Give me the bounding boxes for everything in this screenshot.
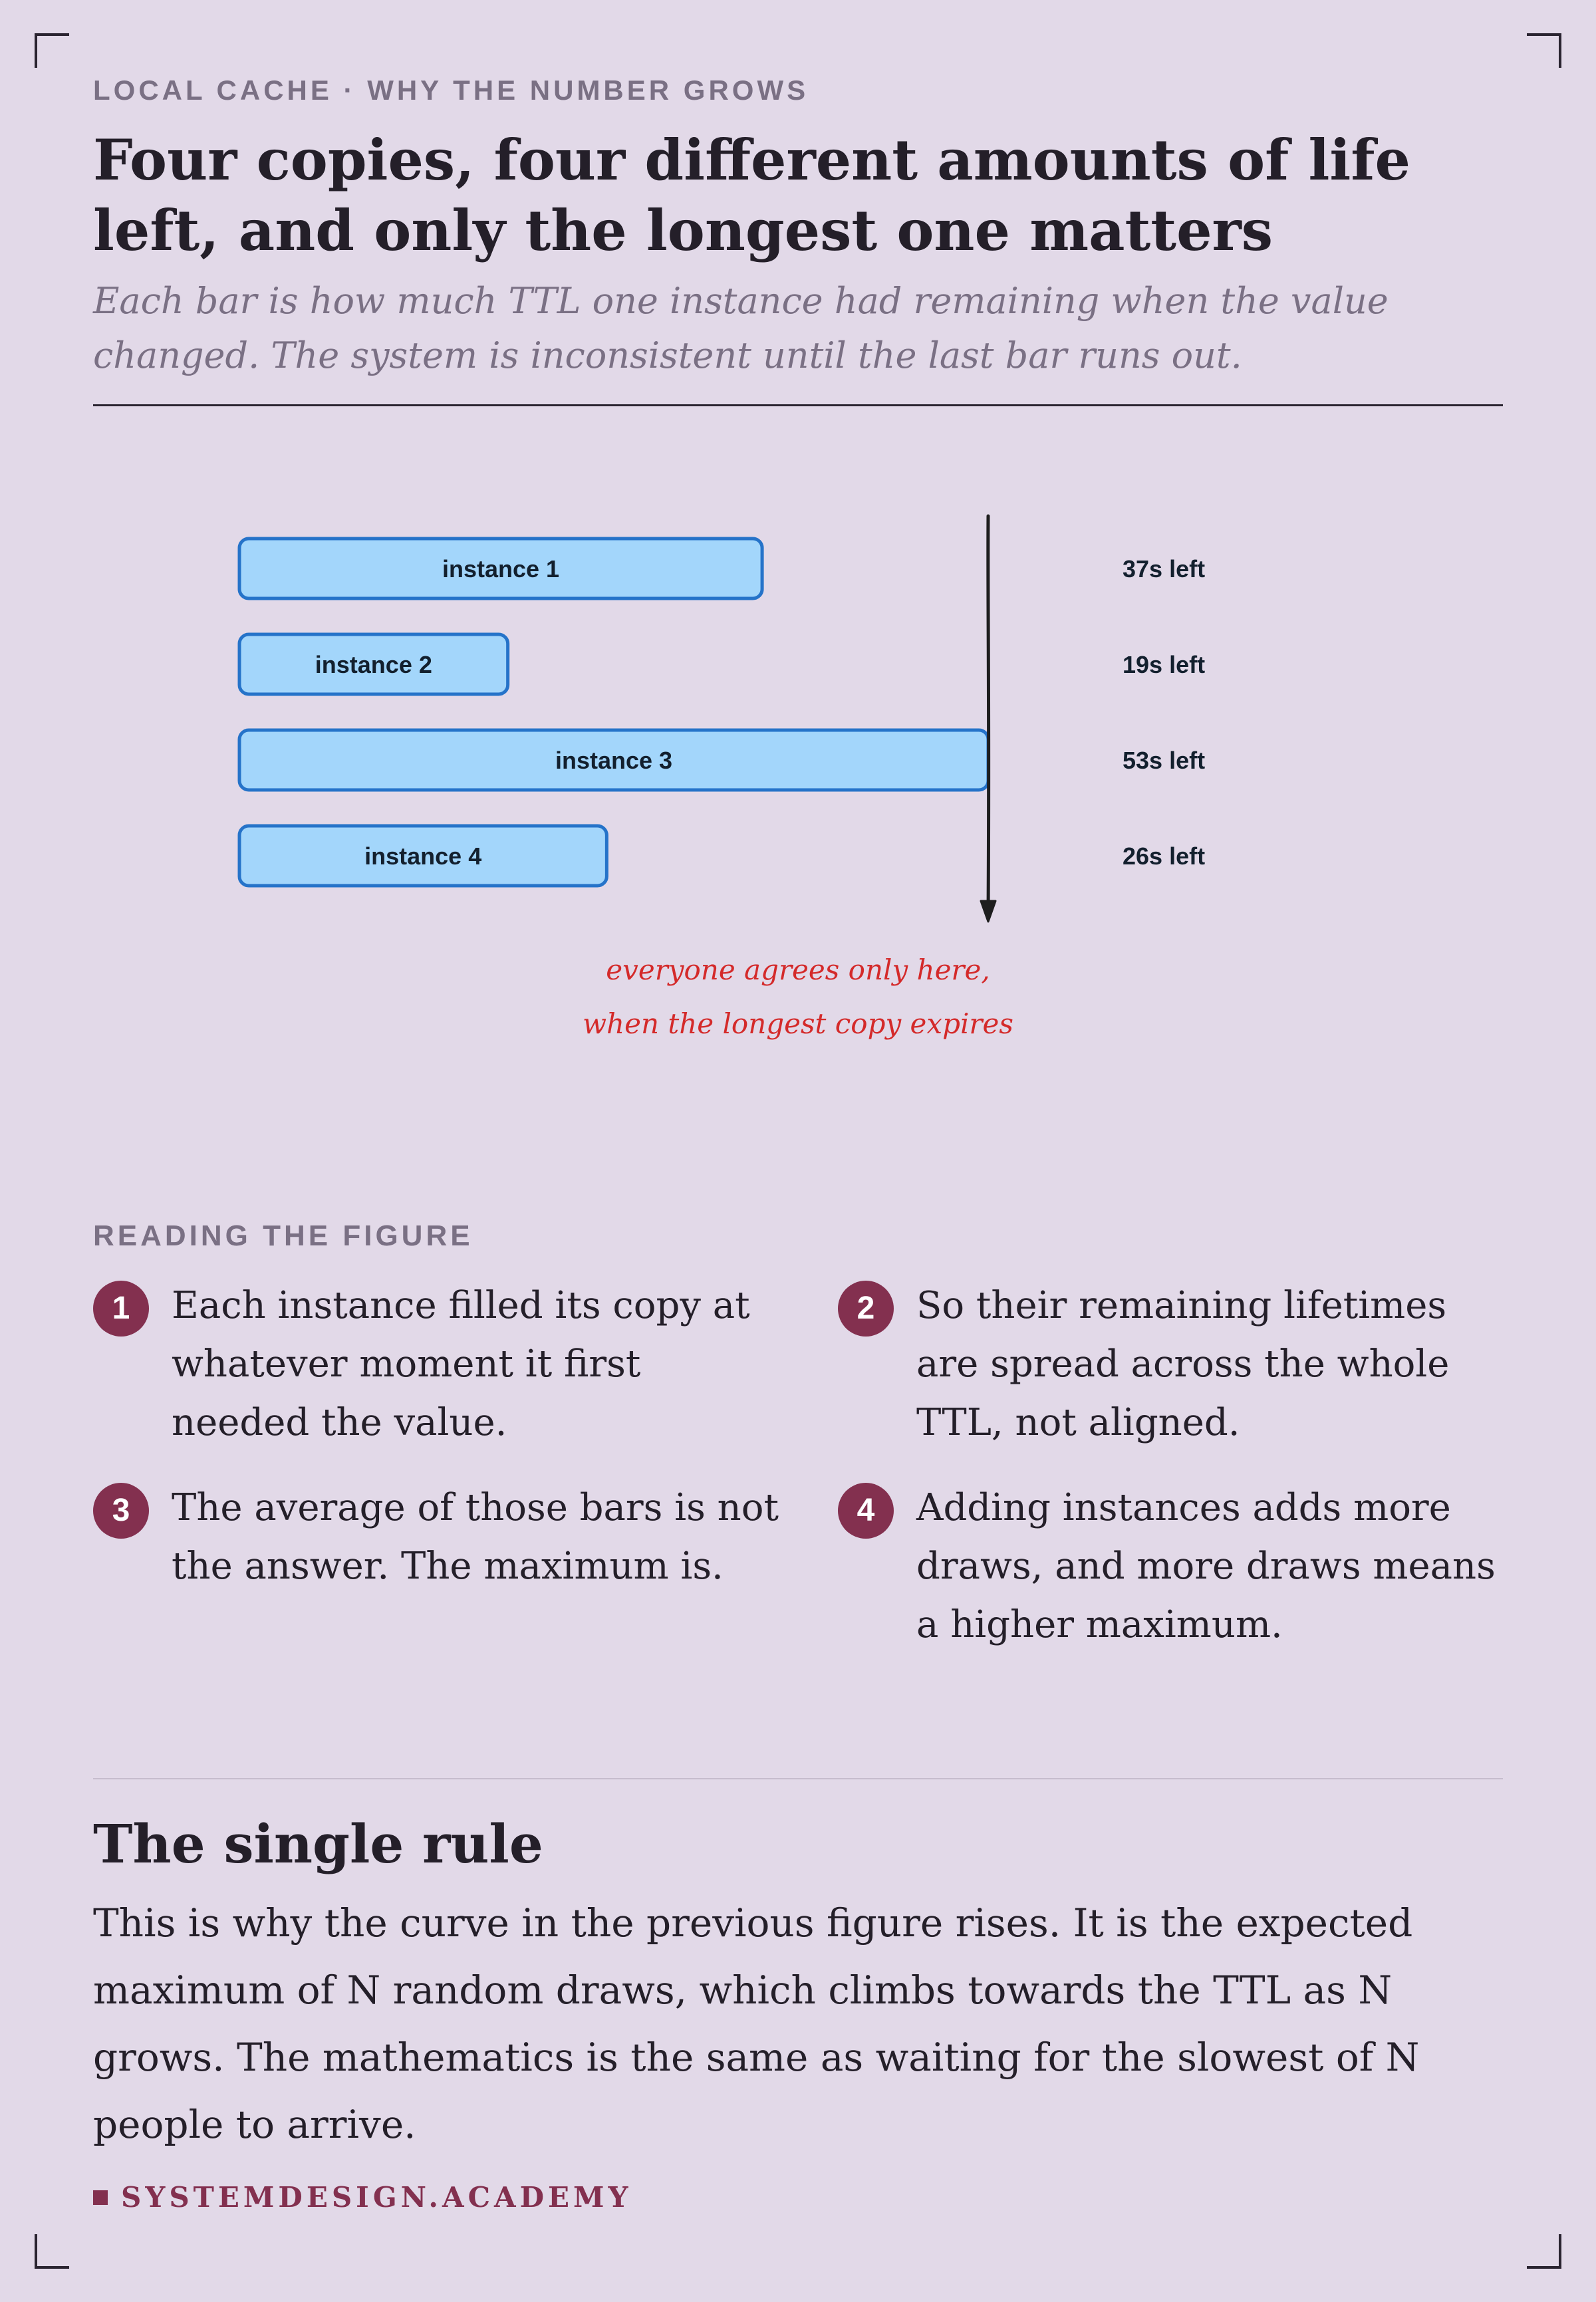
point-number-badge: 4 <box>838 1483 894 1539</box>
time-left-label: 26s left <box>1123 842 1206 870</box>
point-text: Adding instances adds more draws, and more draws means a higher maximum. <box>916 1486 1496 1646</box>
arrow-head-icon <box>981 901 996 922</box>
header-divider <box>93 404 1503 406</box>
ttl-bars-svg <box>0 465 1596 1097</box>
corner-mark-bottom-left <box>35 2234 69 2269</box>
eyebrow: LOCAL CACHE · WHY THE NUMBER GROWS <box>93 74 809 106</box>
point-text: The average of those bars is not the answer. The maximum is. <box>172 1486 779 1588</box>
brand-square-icon <box>93 2190 108 2205</box>
expiry-line <box>981 516 996 922</box>
reading-point-1 <box>93 1277 785 1452</box>
bar-label: instance 2 <box>315 651 432 678</box>
expiry-note-line-2: when the longest copy expires <box>583 1007 1013 1040</box>
point-number-badge: 2 <box>838 1281 894 1337</box>
brand-name: SYSTEMDESIGN.ACADEMY <box>121 2181 632 2214</box>
point-text: Each instance filled its copy at whatever moment it first needed the value. <box>172 1284 750 1444</box>
reading-label: READING THE FIGURE <box>93 1219 473 1252</box>
ttl-figure <box>0 465 1596 1097</box>
corner-mark-top-left <box>35 33 69 68</box>
reading-point-3 <box>93 1479 785 1596</box>
ttl-bar-4 <box>239 826 1205 886</box>
time-left-label: 37s left <box>1123 555 1206 582</box>
page-subtitle: Each bar is how much TTL one instance had remaining when the value changed. The system is inconsistent until the last bar runs out. <box>93 280 1389 376</box>
bar-label: instance 1 <box>442 555 560 582</box>
point-text: So their remaining lifetimes are spread across the whole TTL, not aligned. <box>916 1284 1450 1444</box>
footer <box>93 2181 632 2214</box>
rule-body: This is why the curve in the previous figure rises. It is the expected maximum of N random draws, which climbs towards the TTL as N grows. The mathematics is the same as waiting for the slowest of N people to arrive. <box>93 1900 1420 2147</box>
bars-layer <box>239 539 1205 886</box>
expiry-line-path <box>988 516 989 912</box>
reading-point-4 <box>838 1479 1503 1654</box>
section-divider <box>93 1778 1503 1779</box>
reading-point-2 <box>838 1277 1503 1452</box>
point-number-badge: 1 <box>93 1281 149 1337</box>
rule-title: The single rule <box>93 1813 543 1875</box>
ttl-bar-1 <box>239 539 1205 598</box>
page-title: Four copies, four different amounts of life left, and only the longest one matters <box>93 127 1410 263</box>
expiry-note-line-1: everyone agrees only here, <box>606 954 990 986</box>
ttl-bar-3 <box>239 730 1205 790</box>
ttl-bar-2 <box>239 634 1205 694</box>
time-left-label: 19s left <box>1123 651 1206 678</box>
bar-label: instance 3 <box>555 747 673 774</box>
corner-mark-top-right <box>1527 33 1561 68</box>
point-number-badge: 3 <box>93 1483 149 1539</box>
time-left-label: 53s left <box>1123 747 1206 774</box>
bar-label: instance 4 <box>364 842 482 870</box>
corner-mark-bottom-right <box>1527 2234 1561 2269</box>
